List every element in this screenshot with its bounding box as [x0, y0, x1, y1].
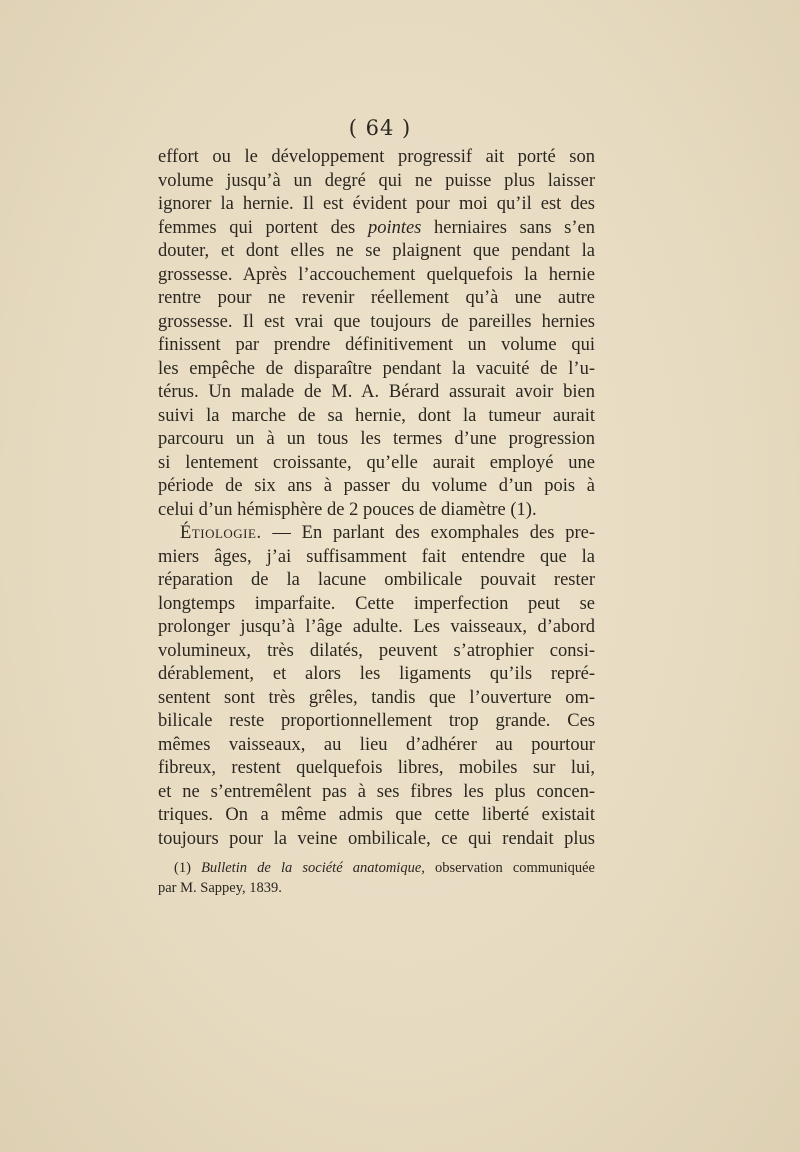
- footnote: [158, 858, 595, 898]
- text-line: triques. On a même admis que cette liberté existait: [158, 805, 595, 825]
- text-line: [158, 522, 595, 546]
- italic-word: pointes: [367, 217, 422, 238]
- section-heading: Étiologie.: [180, 523, 262, 543]
- text-line: ignorer la hernie. Il est évident pour moi qu’il est des: [158, 194, 595, 214]
- footnote-line: par M. Sappey, 1839.: [158, 880, 282, 896]
- text-line: suivi la marche de sa hernie, dont la tumeur aurait: [158, 405, 595, 426]
- footnote-marker: (1): [174, 860, 202, 876]
- text-line: toujours pour la veine ombilicale, ce qui rendait plus: [158, 828, 595, 849]
- text-line: grossesse. Il est vrai que toujours de pareilles hernies: [158, 311, 595, 332]
- text-line: térus. Un malade de M. A. Bérard assurait avoir bien: [158, 382, 595, 402]
- text-line: les empêche de disparaître pendant la vacuité de l’u-: [158, 358, 595, 379]
- text-line: si lentement croissante, qu’elle aurait employé une: [158, 452, 595, 473]
- text-line: parcouru un à un tous les termes d’une progression: [158, 429, 595, 449]
- text-line: rentre pour ne revenir réellement qu’à une autre: [158, 288, 595, 308]
- body-text: [158, 146, 595, 851]
- text-line: fibreux, restent quelquefois libres, mobiles sur lui,: [158, 758, 595, 778]
- footnote-source: Bulletin de la société anatomique: [201, 860, 422, 876]
- text-line: douter, et dont elles ne se plaignent que pendant la: [158, 241, 595, 261]
- text-line: réparation de la lacune ombilicale pouvait rester: [158, 570, 595, 590]
- text-line: finissent par prendre définitivement un volume qui: [158, 335, 595, 355]
- text-line: miers âges, j’ai suffisamment fait entendre que la: [158, 546, 595, 567]
- text-line: longtemps imparfaite. Cette imperfection peut se: [158, 593, 595, 614]
- text-line: période de six ans à passer du volume d’un pois à: [158, 476, 595, 496]
- page-number: ( 64 ): [348, 116, 412, 140]
- text-line: volume jusqu’à un degré qui ne puisse plus laisser: [158, 170, 595, 191]
- text-line: [158, 217, 595, 241]
- text-line: prolonger jusqu’à l’âge adulte. Les vaisseaux, d’abord: [158, 617, 595, 637]
- footnote-text: , observation communiquée: [421, 860, 595, 876]
- text-line: celui d’un hémisphère de 2 pouces de diamètre (1).: [158, 499, 537, 520]
- footnote-line: [158, 858, 595, 878]
- text-line: sentent sont très grêles, tandis que l’ouverture om-: [158, 687, 595, 708]
- text-line: volumineux, très dilatés, peuvent s’atrophier consi-: [158, 640, 595, 661]
- text-line: effort ou le développement progressif ait porté son: [158, 147, 595, 167]
- text-line: grossesse. Après l’accouchement quelquefois la hernie: [158, 264, 595, 285]
- text-line: mêmes vaisseaux, au lieu d’adhérer au pourtour: [158, 734, 595, 755]
- text-segment: herniaires sans s’en: [421, 217, 596, 238]
- text-line: bilicale reste proportionnellement trop grande. Ces: [158, 711, 595, 731]
- text-line: dérablement, et alors les ligaments qu’ils repré-: [158, 664, 595, 684]
- text-segment: femmes qui portent des: [158, 217, 368, 238]
- text-line: et ne s’entremêlent pas à ses fibres les plus concen-: [158, 781, 595, 802]
- text-segment: — En parlant des exomphales des pre-: [261, 523, 595, 543]
